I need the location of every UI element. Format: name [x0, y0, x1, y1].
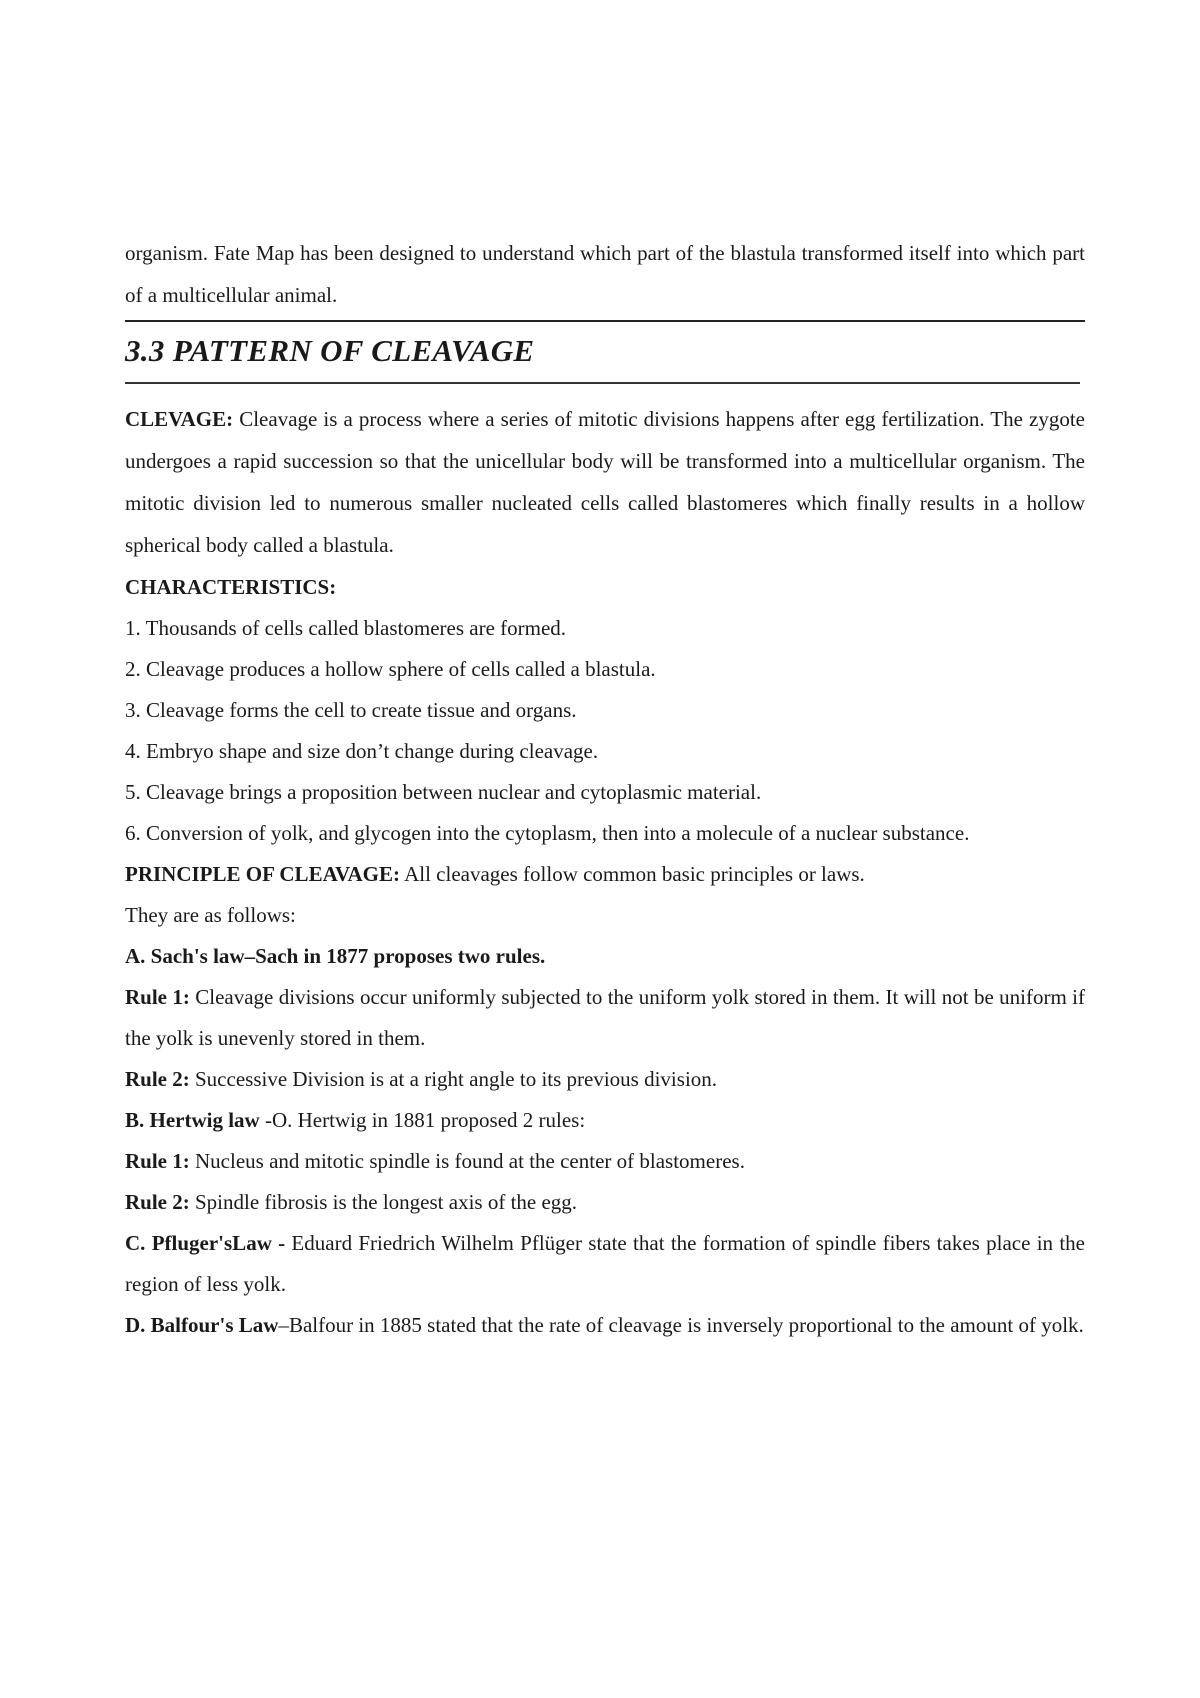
- rule-label: Rule 2:: [125, 1067, 190, 1091]
- rule-text: Successive Division is at a right angle to its previous division.: [189, 1067, 718, 1091]
- sach-rule-1: [125, 977, 1085, 1059]
- hertwig-law-title: [125, 1100, 1085, 1141]
- clevage-paragraph: [125, 398, 1085, 566]
- clevage-term: CLEVAGE:: [125, 407, 234, 431]
- principle-paragraph: [125, 854, 1085, 895]
- hertwig-title-bold: B. Hertwig law: [125, 1108, 260, 1132]
- heading-bottom-rule: [125, 382, 1080, 384]
- balfour-title: D. Balfour's Law: [125, 1313, 279, 1337]
- principle-text: All cleavages follow common basic principles or laws.: [400, 862, 865, 886]
- heading-top-rule: [125, 320, 1085, 322]
- hertwig-rule-2: [125, 1182, 1085, 1223]
- balfour-law: [125, 1305, 1085, 1346]
- hertwig-title-rest: -O. Hertwig in 1881 proposed 2 rules:: [259, 1108, 586, 1132]
- sach-law-title: A. Sach's law–Sach in 1877 proposes two rules.: [125, 944, 546, 968]
- rule-text: Nucleus and mitotic spindle is found at the center of blastomeres.: [189, 1149, 745, 1173]
- intro-paragraph: organism. Fate Map has been designed to understand which part of the blastula transformed itself into which part of a multicellular animal.: [125, 241, 1085, 307]
- principle-follows: They are as follows:: [125, 903, 296, 927]
- clevage-section: [125, 398, 1085, 566]
- rule-text: Cleavage divisions occur uniformly subjected to the uniform yolk stored in them. It will not be uniform if the yolk is unevenly stored in them.: [125, 985, 1085, 1050]
- list-item: 5. Cleavage brings a proposition between nuclear and cytoplasmic material.: [125, 780, 762, 804]
- list-item: 2. Cleavage produces a hollow sphere of cells called a blastula.: [125, 657, 656, 681]
- rule-label: Rule 2:: [125, 1190, 190, 1214]
- rule-label: Rule 1:: [125, 1149, 190, 1173]
- pfluger-law: [125, 1223, 1085, 1305]
- pfluger-title: C. Pfluger'sLaw -: [125, 1231, 286, 1255]
- pfluger-text: Eduard Friedrich Wilhelm Pflüger state that the formation of spindle fibers takes place in the region of less yolk.: [125, 1231, 1085, 1296]
- principle-term: PRINCIPLE OF CLEAVAGE:: [125, 862, 400, 886]
- clevage-text: Cleavage is a process where a series of mitotic divisions happens after egg fertilization. The zygote undergoes a rapid succession so that the unicellular body will be transformed into a multicellular organism. The mitotic division led to numerous smaller nucleated cells called blastomeres which finally results in a hollow spherical body called a blastula.: [125, 407, 1085, 557]
- hertwig-rule-1: [125, 1141, 1085, 1182]
- list-item: 6. Conversion of yolk, and glycogen into the cytoplasm, then into a molecule of a nuclear substance.: [125, 821, 970, 845]
- rule-label: Rule 1:: [125, 985, 190, 1009]
- list-item: 3. Cleavage forms the cell to create tissue and organs.: [125, 698, 577, 722]
- balfour-text: –Balfour in 1885 stated that the rate of cleavage is inversely proportional to the amount of yolk.: [278, 1313, 1084, 1337]
- section-heading: 3.3 PATTERN OF CLEAVAGE: [125, 333, 535, 368]
- list-item: 1. Thousands of cells called blastomeres are formed.: [125, 616, 567, 640]
- list-item: 4. Embryo shape and size don’t change during cleavage.: [125, 739, 599, 763]
- characteristics-heading: CHARACTERISTICS:: [125, 575, 337, 599]
- sach-rule-2: [125, 1059, 1085, 1100]
- document-page: [125, 232, 1085, 1346]
- characteristics-list: [125, 608, 1085, 854]
- rule-text: Spindle fibrosis is the longest axis of the egg.: [189, 1190, 578, 1214]
